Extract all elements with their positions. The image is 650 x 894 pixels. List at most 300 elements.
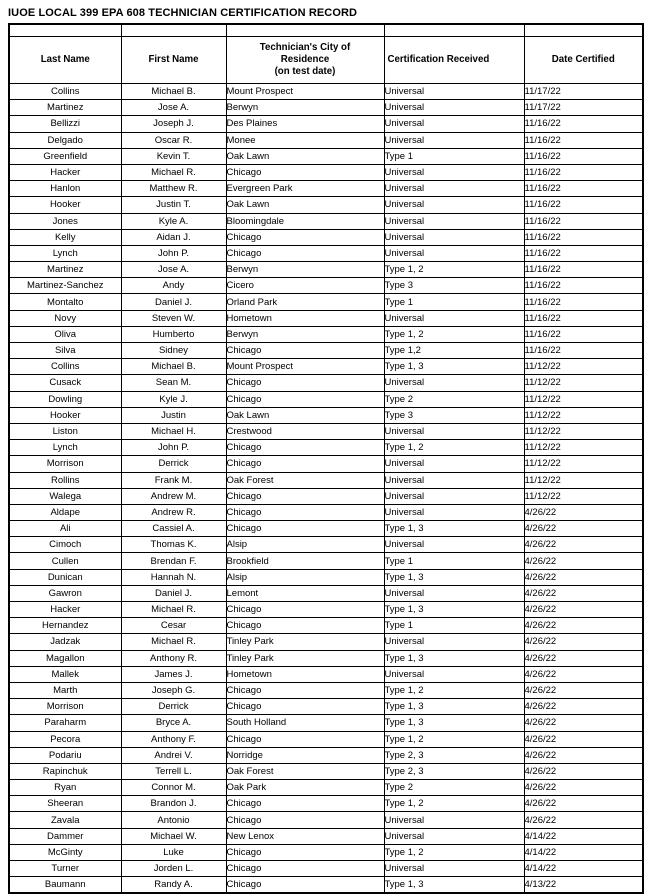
table-row [9,440,643,456]
cell-city: Chicago [226,731,384,747]
cell-first-name: Anthony F. [121,731,226,747]
table-row [9,229,643,245]
cell-date-certified: 11/12/22 [524,472,643,488]
cell-date-certified: 11/17/22 [524,100,643,116]
cell-date-certified: 4/26/22 [524,747,643,763]
table-row [9,650,643,666]
cell-certification: Type 1, 3 [384,699,524,715]
cell-date-certified: 4/26/22 [524,666,643,682]
cell-date-certified: 4/13/22 [524,877,643,894]
table-row [9,294,643,310]
cell-certification: Universal [384,456,524,472]
cell-date-certified: 11/16/22 [524,181,643,197]
cell-first-name: Steven W. [121,310,226,326]
cell-date-certified: 4/26/22 [524,618,643,634]
cell-last-name: Cimoch [9,537,121,553]
table-row [9,747,643,763]
cell-last-name: Hernandez [9,618,121,634]
table-row [9,844,643,860]
cell-certification: Universal [384,666,524,682]
table-row [9,877,643,894]
cell-certification: Type 1 [384,618,524,634]
cell-last-name: Rollins [9,472,121,488]
cell-certification: Universal [384,504,524,520]
cell-last-name: Silva [9,343,121,359]
cell-city: Oak Park [226,780,384,796]
cell-last-name: Ryan [9,780,121,796]
cell-certification: Type 1, 3 [384,877,524,894]
table-row [9,780,643,796]
cell-certification: Universal [384,164,524,180]
table-row [9,181,643,197]
cell-certification: Universal [384,100,524,116]
cell-last-name: Kelly [9,229,121,245]
table-row [9,456,643,472]
page-title: IUOE LOCAL 399 EPA 608 TECHNICIAN CERTIFICATION RECORD [8,7,358,19]
cell-date-certified: 4/26/22 [524,569,643,585]
cell-certification: Universal [384,634,524,650]
cell-city: Chicago [226,440,384,456]
cell-first-name: Jose A. [121,100,226,116]
table-row [9,148,643,164]
cell-city: Berwyn [226,326,384,342]
cell-first-name: Randy A. [121,877,226,894]
spacer-cell-date [524,24,643,37]
cell-certification: Type 1 [384,294,524,310]
cell-last-name: Oliva [9,326,121,342]
cell-first-name: Derrick [121,456,226,472]
cell-date-certified: 4/26/22 [524,537,643,553]
cell-date-certified: 11/16/22 [524,245,643,261]
cell-city: Berwyn [226,262,384,278]
table-row [9,262,643,278]
cell-last-name: Dunican [9,569,121,585]
table-row [9,84,643,100]
cell-city: Mount Prospect [226,84,384,100]
cell-first-name: James J. [121,666,226,682]
cell-date-certified: 11/12/22 [524,440,643,456]
cell-last-name: Rapinchuk [9,763,121,779]
cell-certification: Universal [384,828,524,844]
table-row [9,585,643,601]
cell-certification: Type 1, 2 [384,326,524,342]
cell-city: Chicago [226,682,384,698]
cell-first-name: Jose A. [121,262,226,278]
cell-last-name: Mallek [9,666,121,682]
cell-last-name: Gawron [9,585,121,601]
cell-city: Chicago [226,488,384,504]
table-row [9,731,643,747]
column-header-date-certified: Date Certified [524,37,643,84]
table-row [9,359,643,375]
cell-first-name: Terrell L. [121,763,226,779]
cell-date-certified: 4/14/22 [524,828,643,844]
cell-city: Chicago [226,861,384,877]
cell-city: Tinley Park [226,634,384,650]
cell-certification: Type 1 [384,148,524,164]
cell-first-name: Michael W. [121,828,226,844]
cell-first-name: Cassiel A. [121,521,226,537]
table-row [9,213,643,229]
cell-certification: Type 2 [384,780,524,796]
cell-last-name: Hooker [9,197,121,213]
table-row [9,763,643,779]
cell-first-name: John P. [121,440,226,456]
cell-city: Norridge [226,747,384,763]
cell-first-name: Connor M. [121,780,226,796]
cell-date-certified: 11/16/22 [524,164,643,180]
cell-city: Chicago [226,844,384,860]
table-row [9,553,643,569]
cell-date-certified: 4/26/22 [524,585,643,601]
column-header-city [226,37,384,84]
table-row [9,666,643,682]
cell-first-name: Andy [121,278,226,294]
cell-city: Oak Forest [226,472,384,488]
cell-certification: Universal [384,585,524,601]
cell-city: Brookfield [226,553,384,569]
cell-date-certified: 4/26/22 [524,602,643,618]
cell-city: Evergreen Park [226,181,384,197]
table-row [9,618,643,634]
spacer-cell-city [226,24,384,37]
cell-certification: Universal [384,423,524,439]
cell-city: Chicago [226,602,384,618]
cell-certification: Type 1, 3 [384,569,524,585]
cell-last-name: Montalto [9,294,121,310]
column-header-city-line3: (on test date) [274,66,336,77]
cell-city: Monee [226,132,384,148]
cell-last-name: Martinez [9,262,121,278]
cell-first-name: Aidan J. [121,229,226,245]
cell-city: Mount Prospect [226,359,384,375]
cell-certification: Universal [384,488,524,504]
cell-certification: Universal [384,84,524,100]
cell-certification: Universal [384,537,524,553]
cell-city: New Lenox [226,828,384,844]
cell-city: Hometown [226,310,384,326]
cell-date-certified: 11/12/22 [524,407,643,423]
cell-city: Oak Lawn [226,407,384,423]
cell-last-name: Bellizzi [9,116,121,132]
cell-city: Chicago [226,521,384,537]
cell-certification: Universal [384,310,524,326]
cell-date-certified: 11/16/22 [524,294,643,310]
table-row [9,423,643,439]
cell-date-certified: 11/12/22 [524,375,643,391]
table-row [9,715,643,731]
cell-certification: Universal [384,181,524,197]
cell-city: Chicago [226,391,384,407]
cell-last-name: Martinez-Sanchez [9,278,121,294]
cell-date-certified: 11/16/22 [524,148,643,164]
cell-last-name: Novy [9,310,121,326]
cell-certification: Universal [384,197,524,213]
cell-last-name: Baumann [9,877,121,894]
cell-last-name: Delgado [9,132,121,148]
cell-certification: Type 1,2 [384,343,524,359]
cell-certification: Universal [384,472,524,488]
cell-first-name: Oscar R. [121,132,226,148]
cell-last-name: Marth [9,682,121,698]
cell-city: Cicero [226,278,384,294]
cell-certification: Type 1, 2 [384,440,524,456]
cell-first-name: Andrew R. [121,504,226,520]
cell-date-certified: 11/16/22 [524,229,643,245]
cell-first-name: Andrei V. [121,747,226,763]
cell-date-certified: 11/12/22 [524,391,643,407]
cell-last-name: Lynch [9,245,121,261]
spacer-cell-last [9,24,121,37]
cell-city: Chicago [226,245,384,261]
cell-certification: Type 1 [384,553,524,569]
table-row [9,375,643,391]
cell-last-name: Podariu [9,747,121,763]
cell-last-name: Morrison [9,456,121,472]
cell-city: Tinley Park [226,650,384,666]
cell-city: Alsip [226,537,384,553]
cell-first-name: Antonio [121,812,226,828]
certification-record-table [8,23,644,894]
cell-last-name: Ali [9,521,121,537]
cell-date-certified: 11/16/22 [524,213,643,229]
cell-first-name: Joseph J. [121,116,226,132]
column-header-last-name: Last Name [9,37,121,84]
cell-last-name: Jones [9,213,121,229]
cell-certification: Type 1, 2 [384,682,524,698]
cell-date-certified: 4/14/22 [524,844,643,860]
cell-first-name: Michael H. [121,423,226,439]
table-row [9,521,643,537]
cell-certification: Universal [384,861,524,877]
cell-certification: Type 2, 3 [384,747,524,763]
table-row [9,100,643,116]
cell-date-certified: 4/26/22 [524,699,643,715]
cell-city: Chicago [226,456,384,472]
table-row [9,569,643,585]
cell-last-name: Martinez [9,100,121,116]
cell-first-name: Jorden L. [121,861,226,877]
cell-last-name: Zavala [9,812,121,828]
cell-certification: Type 3 [384,278,524,294]
cell-certification: Type 1, 2 [384,262,524,278]
cell-last-name: Greenfield [9,148,121,164]
table-spacer-row [9,24,643,37]
cell-city: Chicago [226,877,384,894]
cell-certification: Type 3 [384,407,524,423]
cell-date-certified: 11/17/22 [524,84,643,100]
cell-city: Chicago [226,699,384,715]
cell-last-name: McGinty [9,844,121,860]
cell-first-name: Cesar [121,618,226,634]
table-row [9,278,643,294]
table-body [9,24,643,893]
cell-city: Oak Forest [226,763,384,779]
cell-first-name: Daniel J. [121,585,226,601]
cell-city: Chicago [226,229,384,245]
cell-last-name: Liston [9,423,121,439]
cell-city: Chicago [226,504,384,520]
cell-city: Chicago [226,796,384,812]
cell-date-certified: 4/26/22 [524,731,643,747]
cell-city: Orland Park [226,294,384,310]
cell-city: Chicago [226,618,384,634]
cell-date-certified: 11/12/22 [524,456,643,472]
cell-date-certified: 11/12/22 [524,423,643,439]
table-row [9,796,643,812]
cell-date-certified: 11/16/22 [524,116,643,132]
cell-first-name: Michael R. [121,634,226,650]
spacer-cell-cert [384,24,524,37]
table-row [9,116,643,132]
table-row [9,245,643,261]
cell-city: Lemont [226,585,384,601]
cell-first-name: Sean M. [121,375,226,391]
cell-first-name: Brandon J. [121,796,226,812]
table-row [9,488,643,504]
cell-first-name: Thomas K. [121,537,226,553]
cell-date-certified: 11/16/22 [524,310,643,326]
cell-city: Chicago [226,812,384,828]
table-row [9,343,643,359]
cell-city: Bloomingdale [226,213,384,229]
cell-certification: Type 1, 2 [384,844,524,860]
cell-date-certified: 11/16/22 [524,343,643,359]
cell-certification: Type 1, 3 [384,521,524,537]
table-row [9,391,643,407]
cell-first-name: Luke [121,844,226,860]
cell-city: Alsip [226,569,384,585]
cell-city: Chicago [226,343,384,359]
cell-first-name: Anthony R. [121,650,226,666]
cell-first-name: Kyle J. [121,391,226,407]
cell-first-name: Michael B. [121,84,226,100]
cell-first-name: Bryce A. [121,715,226,731]
column-header-first-name: First Name [121,37,226,84]
cell-last-name: Lynch [9,440,121,456]
cell-certification: Universal [384,375,524,391]
cell-first-name: Kevin T. [121,148,226,164]
cell-date-certified: 4/26/22 [524,682,643,698]
cell-first-name: Matthew R. [121,181,226,197]
table-row [9,812,643,828]
spacer-cell-first [121,24,226,37]
table-row [9,407,643,423]
cell-last-name: Cullen [9,553,121,569]
cell-last-name: Dowling [9,391,121,407]
cell-city: Chicago [226,164,384,180]
cell-last-name: Dammer [9,828,121,844]
cell-date-certified: 4/26/22 [524,504,643,520]
cell-date-certified: 4/14/22 [524,861,643,877]
cell-first-name: Michael R. [121,602,226,618]
cell-first-name: Andrew M. [121,488,226,504]
cell-last-name: Hacker [9,602,121,618]
cell-last-name: Collins [9,359,121,375]
cell-city: Hometown [226,666,384,682]
cell-date-certified: 4/26/22 [524,553,643,569]
table-header-row [9,37,643,84]
cell-certification: Type 2, 3 [384,763,524,779]
table-row [9,326,643,342]
cell-last-name: Turner [9,861,121,877]
cell-certification: Universal [384,245,524,261]
cell-first-name: Brendan F. [121,553,226,569]
table-row [9,310,643,326]
table-row [9,197,643,213]
table-row [9,602,643,618]
cell-last-name: Pecora [9,731,121,747]
cell-city: Chicago [226,375,384,391]
cell-date-certified: 11/12/22 [524,359,643,375]
cell-date-certified: 11/16/22 [524,278,643,294]
cell-last-name: Cusack [9,375,121,391]
column-header-city-line2: Residence [280,54,330,65]
cell-first-name: Joseph G. [121,682,226,698]
cell-first-name: Michael R. [121,164,226,180]
cell-city: Berwyn [226,100,384,116]
cell-first-name: Kyle A. [121,213,226,229]
column-header-certification-received: Certification Received [384,37,524,84]
cell-certification: Universal [384,812,524,828]
cell-certification: Universal [384,116,524,132]
cell-date-certified: 11/16/22 [524,326,643,342]
cell-last-name: Hanlon [9,181,121,197]
cell-date-certified: 4/26/22 [524,521,643,537]
table-row [9,504,643,520]
table-row [9,132,643,148]
cell-city: Oak Lawn [226,197,384,213]
cell-last-name: Aldape [9,504,121,520]
cell-date-certified: 4/26/22 [524,796,643,812]
cell-first-name: Justin [121,407,226,423]
table-row [9,164,643,180]
cell-last-name: Collins [9,84,121,100]
cell-date-certified: 4/26/22 [524,634,643,650]
cell-first-name: Michael B. [121,359,226,375]
cell-first-name: Sidney [121,343,226,359]
cell-certification: Universal [384,213,524,229]
cell-last-name: Jadzak [9,634,121,650]
cell-date-certified: 11/16/22 [524,132,643,148]
cell-first-name: Frank M. [121,472,226,488]
cell-last-name: Hacker [9,164,121,180]
cell-certification: Universal [384,132,524,148]
cell-city: Oak Lawn [226,148,384,164]
cell-date-certified: 4/26/22 [524,715,643,731]
cell-first-name: Derrick [121,699,226,715]
cell-last-name: Hooker [9,407,121,423]
cell-date-certified: 4/26/22 [524,780,643,796]
cell-certification: Universal [384,229,524,245]
cell-city: Crestwood [226,423,384,439]
table-row [9,682,643,698]
cell-city: South Holland [226,715,384,731]
table-row [9,828,643,844]
cell-certification: Type 1, 3 [384,602,524,618]
cell-date-certified: 11/16/22 [524,262,643,278]
cell-certification: Type 1, 2 [384,731,524,747]
cell-certification: Type 1, 3 [384,650,524,666]
cell-certification: Type 2 [384,391,524,407]
cell-date-certified: 4/26/22 [524,812,643,828]
cell-first-name: Daniel J. [121,294,226,310]
table-row [9,634,643,650]
table-row [9,699,643,715]
cell-date-certified: 11/16/22 [524,197,643,213]
table-row [9,472,643,488]
cell-first-name: Humberto [121,326,226,342]
